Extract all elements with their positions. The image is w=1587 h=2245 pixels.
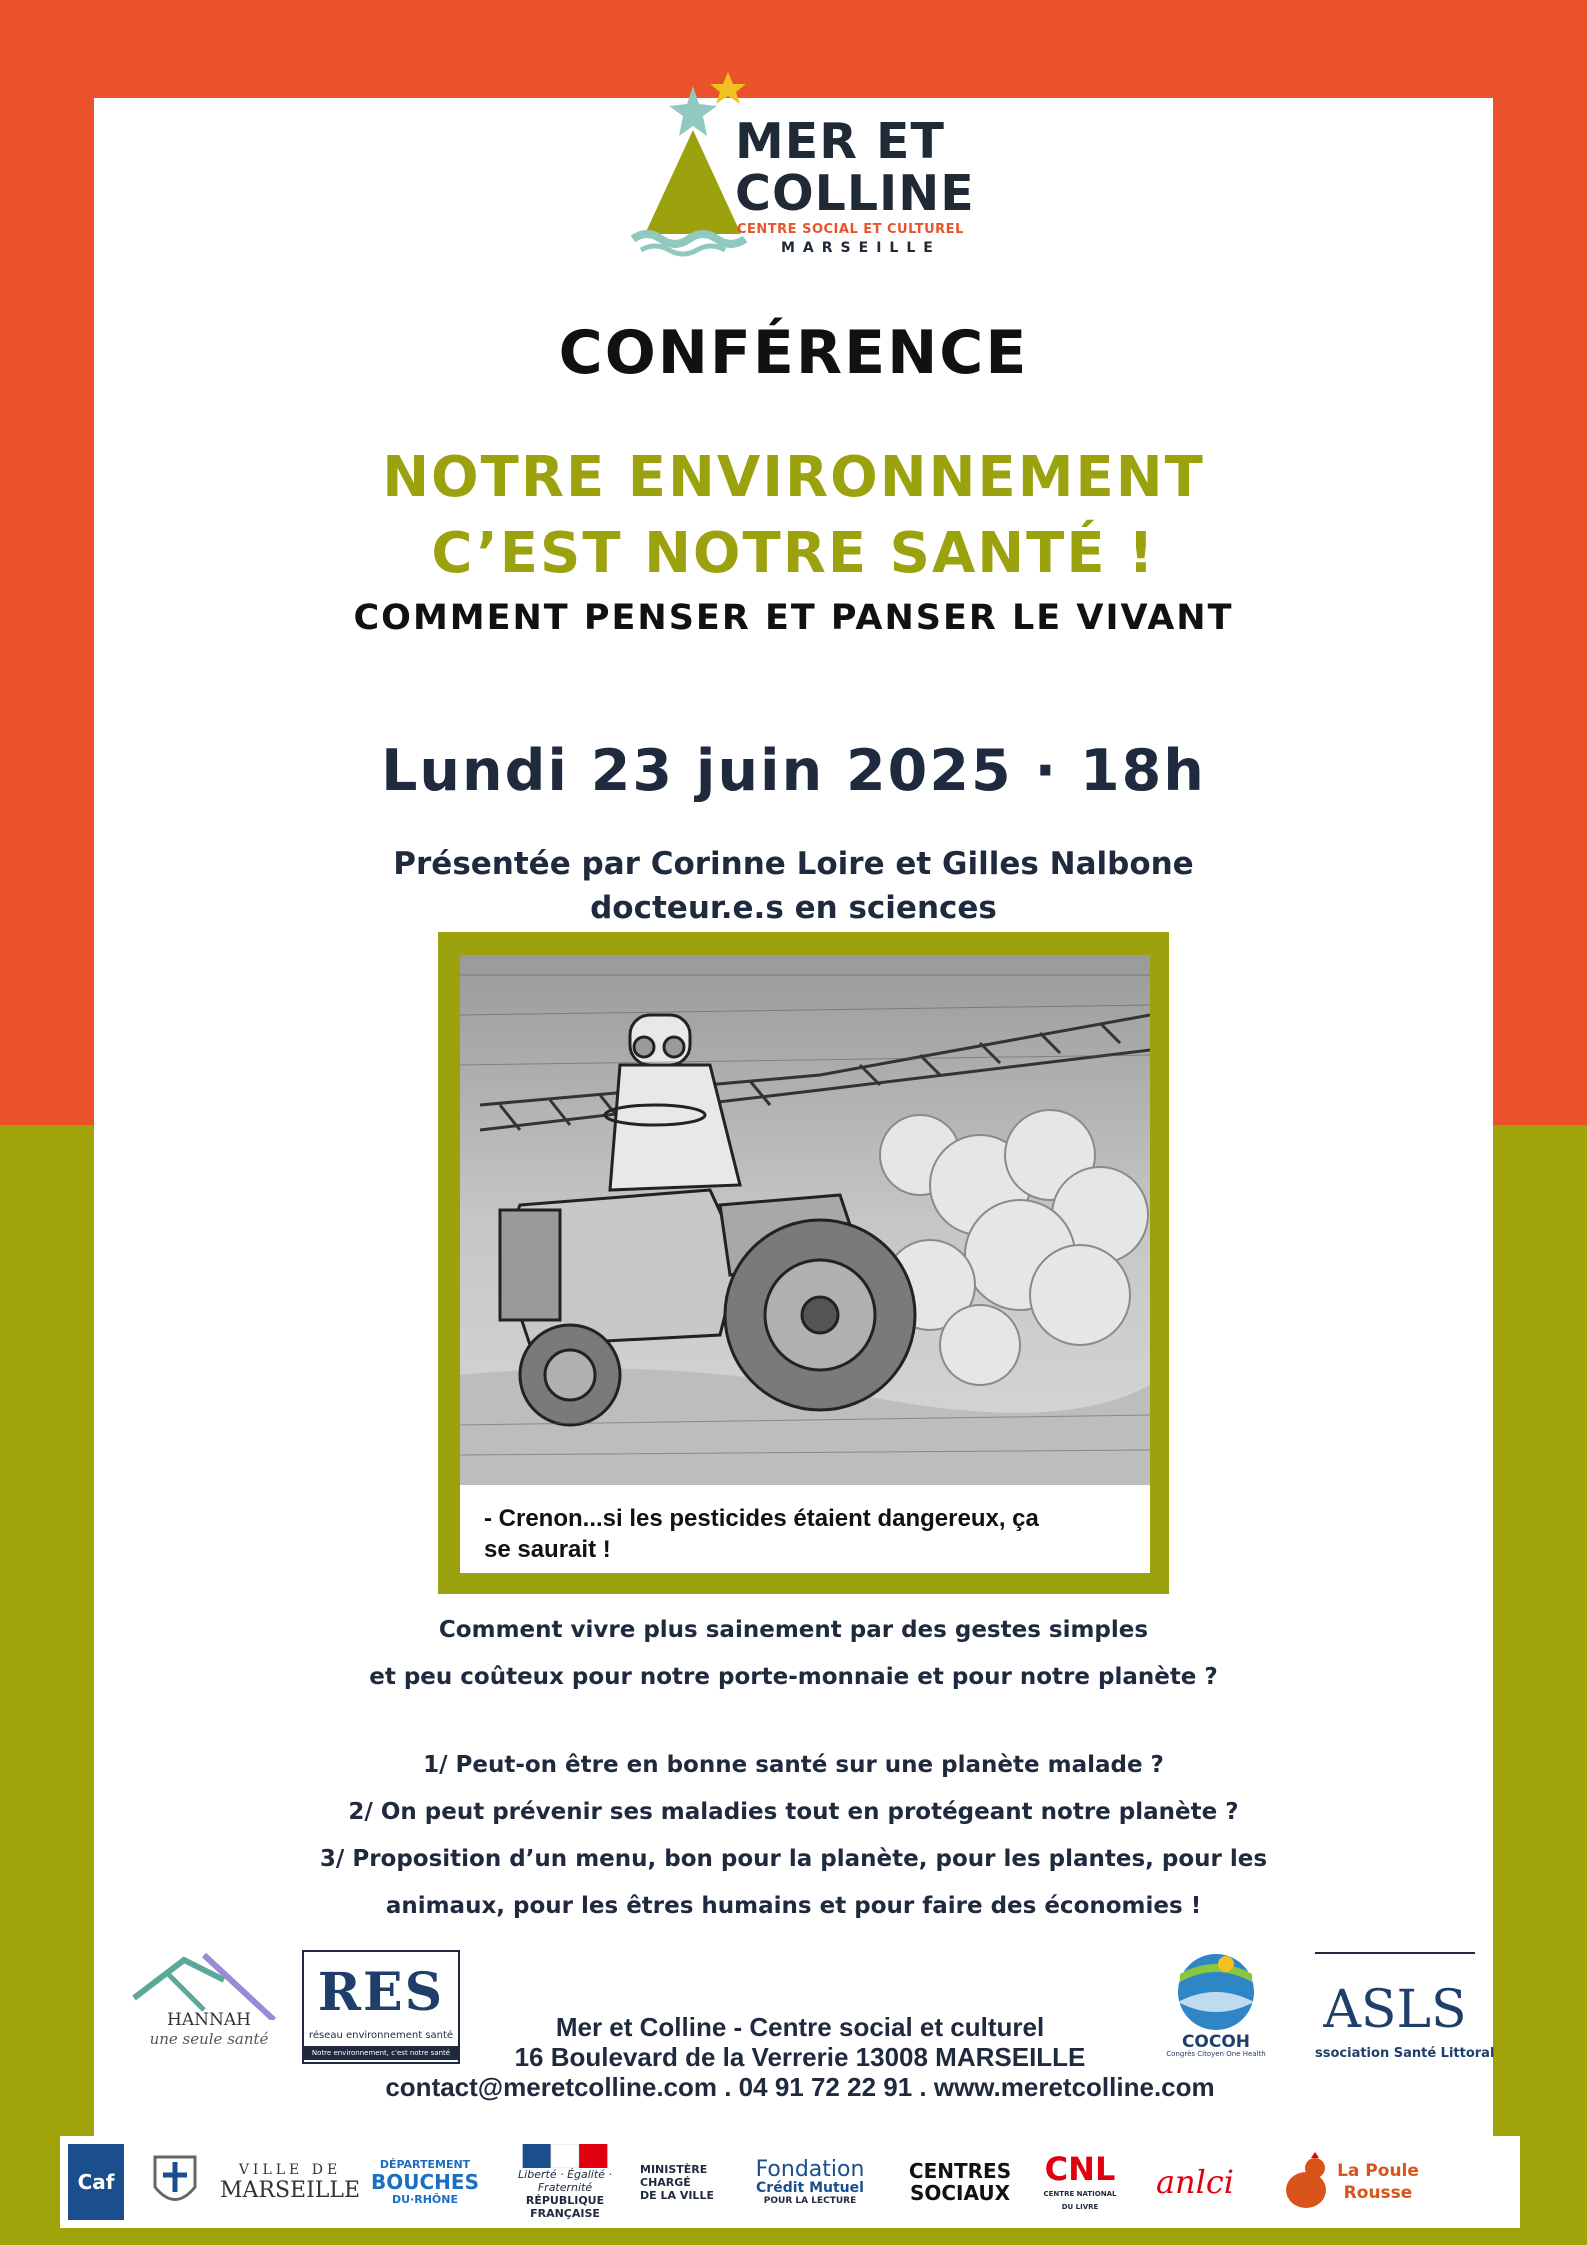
- hannah-name: HANNAH: [167, 2010, 251, 2030]
- fondation-line2: Crédit Mutuel: [756, 2179, 864, 2196]
- flag-icon: [505, 2144, 625, 2168]
- ministere-line3: DE LA VILLE: [640, 2188, 714, 2202]
- cartoon-illustration: [460, 955, 1150, 1573]
- centres-sociaux-logo: [890, 2144, 1030, 2220]
- caption-line2: se saurait !: [484, 1536, 611, 1563]
- dept-line3: DU·RHÔNE: [392, 2193, 458, 2206]
- fondation-line1: Fondation: [755, 2156, 865, 2182]
- dept-line2: BOUCHES: [371, 2170, 479, 2194]
- rooster-icon: [1281, 2152, 1331, 2212]
- presenter: [0, 842, 1587, 930]
- republique-motto: Liberté · Égalité · Fraternité: [518, 2168, 612, 2194]
- centres-line1: CENTRES: [908, 2159, 1012, 2183]
- cocoh-tagline: Congrès Citoyen One Health: [1166, 2050, 1266, 2058]
- event-type: CONFÉRENCE: [558, 318, 1029, 388]
- ministere-line2: CHARGÉ: [640, 2175, 691, 2189]
- title-line2: C’EST NOTRE SANTÉ !: [431, 521, 1156, 586]
- point-1: 1/ Peut-on être en bonne santé sur une planète malade ?: [423, 1752, 1164, 1778]
- presenter-line2: docteur.e.s en sciences: [590, 890, 997, 926]
- republique-francaise-logo: [500, 2144, 630, 2220]
- point-3-line2: animaux, pour les êtres humains et pour faire des économies !: [385, 1893, 1202, 1919]
- discussion-points: [0, 1742, 1587, 1930]
- event-title: [0, 440, 1587, 592]
- asls-tagline: ssociation Santé Littoral: [1315, 2046, 1495, 2061]
- partners-strip: [60, 2136, 1520, 2228]
- point-3-line1: 3/ Proposition d’un menu, bon pour la planète, pour les plantes, pour les: [319, 1846, 1268, 1872]
- ministere-line1: MINISTÈRE: [640, 2162, 708, 2176]
- presenter-line1: Présentée par Corinne Loire et Gilles Nalbone: [393, 846, 1194, 882]
- hannah-tagline: une seule santé: [149, 2030, 269, 2048]
- poule-line2: Rousse: [1343, 2183, 1413, 2203]
- contact-address: 16 Boulevard de la Verrerie 13008 MARSEILLE: [514, 2042, 1086, 2072]
- cartoon-caption: [484, 1503, 1144, 1565]
- republique-name: RÉPUBLIQUE FRANÇAISE: [525, 2194, 605, 2220]
- fondation-credit-mutuel-logo: [740, 2144, 880, 2220]
- intro-line1: Comment vivre plus sainement par des gestes simples: [438, 1617, 1149, 1643]
- caf-logo: [68, 2144, 124, 2220]
- marseille-crest-icon: [130, 2144, 220, 2220]
- cocoh-logo: [1166, 1952, 1266, 2062]
- asls-name: ASLS: [1323, 1980, 1467, 2040]
- logo-city: MARSEILLE: [781, 240, 941, 256]
- contact-name: Mer et Colline - Centre social et culturel: [555, 2012, 1045, 2042]
- la-poule-rousse-logo: [1270, 2144, 1430, 2220]
- logo-title: [735, 113, 975, 222]
- contact-details[interactable]: contact@meretcolline.com . 04 91 72 22 91 . www.meretcolline.com: [385, 2072, 1215, 2102]
- departement-logo: [360, 2144, 490, 2220]
- resi-name: RES: [317, 1962, 445, 2023]
- point-2: 2/ On peut prévenir ses maladies tout en protégeant notre planète ?: [348, 1799, 1239, 1825]
- fondation-side: POUR LA LECTURE: [763, 2195, 857, 2206]
- event-subtitle: COMMENT PENSER ET PANSER LE VIVANT: [353, 598, 1234, 638]
- centres-line2: SOCIAUX: [909, 2181, 1011, 2205]
- contact-block: [300, 2012, 1300, 2102]
- anlci-logo: [1130, 2144, 1260, 2220]
- mer-et-colline-logo: [625, 64, 975, 264]
- title-line1: NOTRE ENVIRONNEMENT: [382, 445, 1205, 510]
- caption-line1: - Crenon...si les pesticides étaient dangereux, ça: [484, 1505, 1039, 1532]
- intro-text: [0, 1607, 1587, 1701]
- ministere-logo: [640, 2144, 730, 2220]
- tractor-sprayer-drawing: [460, 955, 1150, 1573]
- event-date: Lundi 23 juin 2025 · 18h: [381, 738, 1206, 804]
- ville-line1: VILLE DE: [238, 2161, 342, 2178]
- intro-line2: et peu coûteux pour notre porte-monnaie et pour notre planète ?: [369, 1664, 1218, 1690]
- caf-label: Caf: [77, 2170, 115, 2194]
- logo-subtitle: CENTRE SOCIAL ET CULTUREL: [737, 222, 964, 237]
- ville-line2: MARSEILLE: [219, 2177, 361, 2203]
- resi-motto: Notre environnement, c'est notre santé: [304, 2046, 458, 2060]
- cnl-sub: CENTRE NATIONAL DU LIVRE: [1043, 2190, 1117, 2211]
- ville-marseille-logo: [219, 2144, 361, 2220]
- cnl-label: CNL: [1044, 2150, 1116, 2188]
- cocoh-name: COCOH: [1181, 2032, 1251, 2052]
- logo-line1: MER ET: [735, 113, 945, 170]
- anlci-label: anlci: [1155, 2163, 1235, 2201]
- poule-line1: La Poule: [1337, 2161, 1419, 2181]
- cnl-logo: [1040, 2144, 1120, 2220]
- dept-line1: DÉPARTEMENT: [379, 2158, 471, 2171]
- cocoh-globe-icon: [1166, 1952, 1266, 2032]
- hannah-logo: [124, 1950, 294, 2060]
- resi-tagline: réseau environnement santé: [308, 2030, 454, 2041]
- asls-logo: [1315, 1952, 1495, 2062]
- logo-line2: COLLINE: [735, 165, 975, 222]
